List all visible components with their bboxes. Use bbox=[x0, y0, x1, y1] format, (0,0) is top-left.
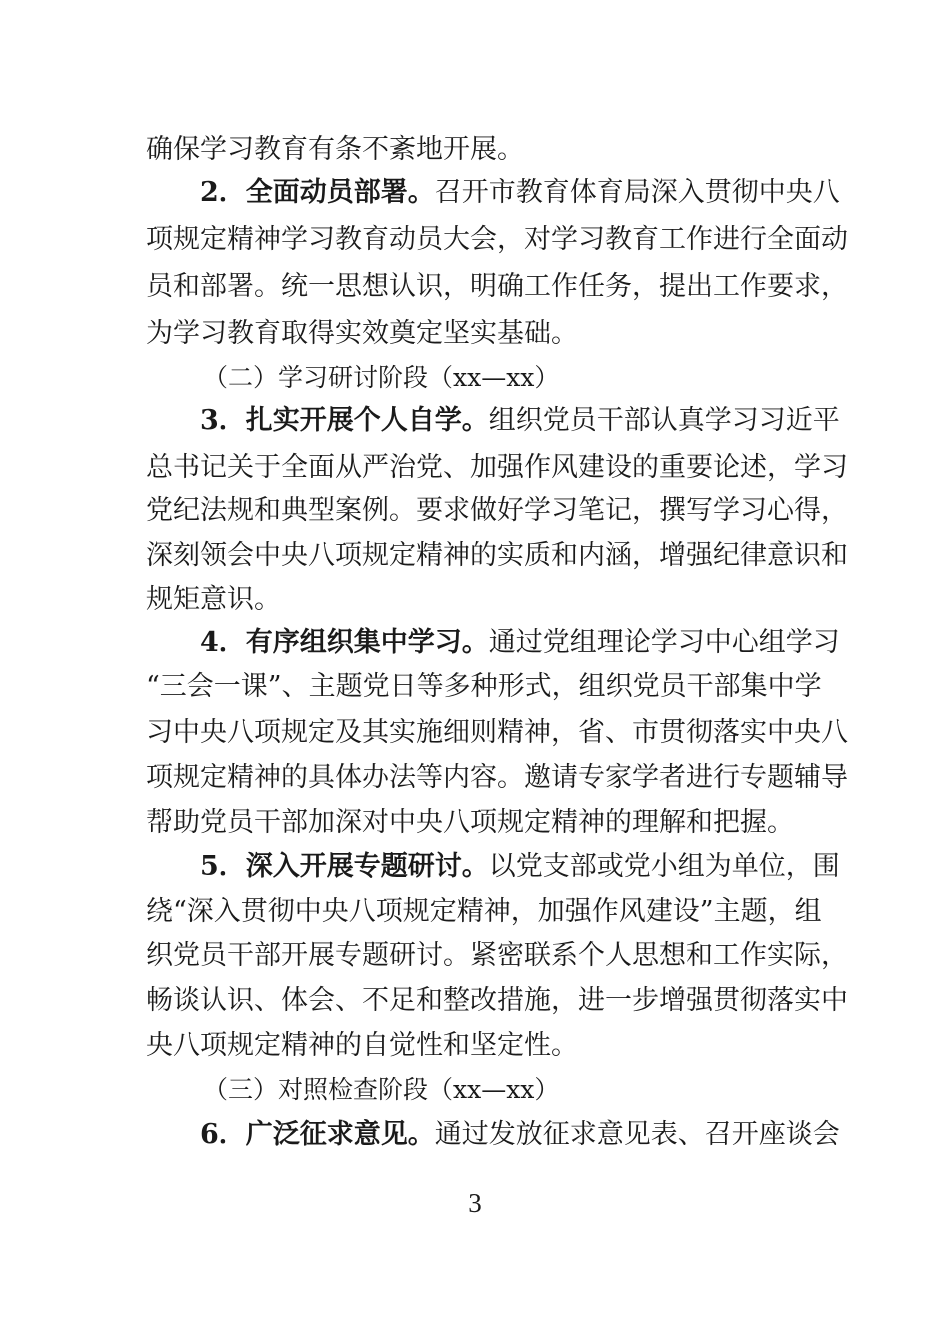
paragraph-line: 绕“深入贯彻中央八项规定精神，加强作风建设”主题，组 bbox=[146, 896, 822, 927]
paragraph-line: 确保学习教育有条不紊地开展。 bbox=[146, 134, 524, 165]
paragraph-2-heading: 2．全面动员部署。 bbox=[200, 177, 435, 208]
paragraph-3-first-line: 3．扎实开展个人自学。组织党员干部认真学习习近平 bbox=[200, 405, 840, 436]
paragraph-5-first-line: 5．深入开展专题研讨。以党支部或党小组为单位，围 bbox=[200, 851, 840, 882]
paragraph-2-first-line: 2．全面动员部署。召开市教育体育局深入贯彻中央八 bbox=[200, 177, 840, 208]
paragraph-line: 规矩意识。 bbox=[146, 584, 281, 615]
paragraph-4-heading: 4．有序组织集中学习。 bbox=[200, 627, 489, 658]
paragraph-3-heading: 3．扎实开展个人自学。 bbox=[200, 405, 489, 436]
paragraph-5-heading: 5．深入开展专题研讨。 bbox=[200, 851, 489, 882]
paragraph-line: 总书记关于全面从严治党、加强作风建设的重要论述，学习 bbox=[146, 452, 848, 483]
paragraph-6-first-line: 6．广泛征求意见。通过发放征求意见表、召开座谈会 bbox=[200, 1119, 840, 1150]
paragraph-line: 习中央八项规定及其实施细则精神，省、市贯彻落实中央八 bbox=[146, 717, 848, 748]
paragraph-line: 员和部署。统一思想认识，明确工作任务，提出工作要求， bbox=[146, 271, 848, 302]
paragraph-4-first-line: 4．有序组织集中学习。通过党组理论学习中心组学习 bbox=[200, 627, 840, 658]
paragraph-line: 项规定精神的具体办法等内容。邀请专家学者进行专题辅导 bbox=[146, 762, 848, 793]
paragraph-line: 为学习教育取得实效奠定坚实基础。 bbox=[146, 318, 578, 349]
paragraph-line: 畅谈认识、体会、不足和整改措施，进一步增强贯彻落实中 bbox=[146, 985, 848, 1016]
paragraph-line: 党纪法规和典型案例。要求做好学习笔记，撰写学习心得， bbox=[146, 495, 848, 526]
paragraph-line: “三会一课”、主题党日等多种形式，组织党员干部集中学 bbox=[146, 671, 822, 702]
paragraph-line: 帮助党员干部加深对中央八项规定精神的理解和把握。 bbox=[146, 807, 794, 838]
paragraph-line: 深刻领会中央八项规定精神的实质和内涵，增强纪律意识和 bbox=[146, 540, 848, 571]
section-heading-review: （三）对照检查阶段（xx—xx） bbox=[203, 1075, 560, 1104]
paragraph-line: 织党员干部开展专题研讨。紧密联系个人思想和工作实际， bbox=[146, 940, 848, 971]
paragraph-line: 项规定精神学习教育动员大会，对学习教育工作进行全面动 bbox=[146, 224, 848, 255]
paragraph-line: 央八项规定精神的自觉性和坚定性。 bbox=[146, 1030, 578, 1061]
section-heading-study: （二）学习研讨阶段（xx—xx） bbox=[203, 363, 560, 392]
page-number: 3 bbox=[468, 1188, 482, 1218]
paragraph-6-heading: 6．广泛征求意见。 bbox=[200, 1119, 435, 1150]
